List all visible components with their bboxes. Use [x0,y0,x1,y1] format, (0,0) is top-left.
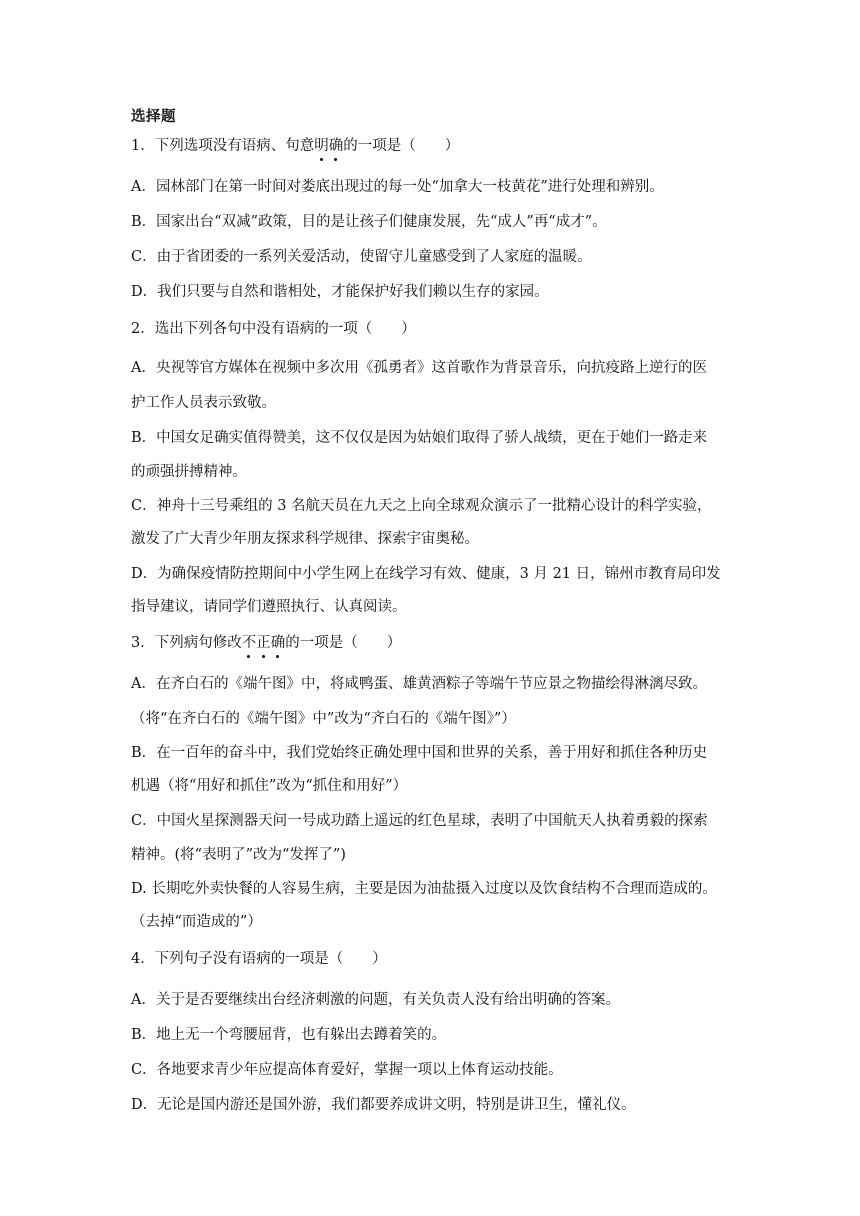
question-2-option-c-line1: C．神舟十三号乘组的 3 名航天员在九天之上向全球观众演示了一批精心设计的科学实验， [131,498,712,514]
question-3-option-c-line2: 精神。(将“表明了”改为“发挥了”) [131,847,346,863]
question-2-option-c-line2: 激发了广大青少年朋友探求科学规律、探索宇宙奥秘。 [131,531,479,547]
question-4-option-b: B．地上无一个弯腰屈背，也有躲出去蹲着笑的。 [131,1027,447,1043]
question-2-option-b-line2: 的顽强拼搏精神。 [131,464,247,480]
question-2-option-a-line2: 护工作人员表示致敬。 [131,395,276,411]
question-3-option-d-line2: （去掉“而造成的”） [131,914,262,930]
question-1-option-a: A．园林部门在第一时间对娄底出现过的每一处“加拿大一枝黄花”进行处理和辨别。 [131,179,664,195]
question-4-option-c: C．各地要求青少年应提高体育爱好，掌握一项以上体育运动技能。 [131,1062,563,1078]
question-3-option-c-line1: C．中国火星探测器天问一号成功踏上遥远的红色星球，表明了中国航天人执着勇毅的探索 [131,813,708,829]
question-3-option-d-line1: D. 长期吃外卖快餐的人容易生病，主要是因为油盐摄入过度以及饮食结构不合理而造成的。 [131,881,717,897]
emphasis-dot-char: 明 [314,138,329,154]
question-4-stem: 4．下列句子没有语病的一项是（ ） [131,951,387,967]
question-4-option-d: D．无论是国内游还是国外游，我们都要养成讲文明，特别是讲卫生，懂礼仪。 [131,1097,636,1113]
question-3-option-a-line2: （将“在齐白石的《端午图》中”改为“齐白石的《端午图》”） [131,711,516,727]
question-2-option-a-line1: A．央视等官方媒体在视频中多次用《孤勇者》这首歌作为背景音乐，向抗疫路上逆行的医 [131,360,707,376]
emphasis-dot-char: 确 [328,138,344,154]
question-2-option-b-line1: B．中国女足确实值得赞美，这不仅仅是因为姑娘们取得了骄人战绩，更在于她们一路走来 [131,430,708,446]
question-2-option-d-line1: D．为确保疫情防控期间中小学生网上在线学习有效、健康，3 月 21 日，锦州市教育局印发 [131,566,721,582]
question-2-option-d-line2: 指导建议，请同学们遵照执行、认真阅读。 [131,599,407,615]
question-1-option-b: B．国家出台“双减”政策，目的是让孩子们健康发展，先“成人”再“成才”。 [131,214,607,230]
question-1-option-d: D．我们只要与自然和谐相处，才能保护好我们赖以生存的家园。 [131,284,549,300]
emphasis-dot-char: 正 [256,635,271,651]
section-title: 选择题 [131,109,176,125]
question-4-option-a: A．关于是否要继续出台经济刺激的问题，有关负责人没有给出明确的答案。 [131,992,620,1008]
question-2-stem: 2．选出下列各句中没有语病的一项（ ） [131,321,416,337]
question-3-option-b-line2: 机遇（将“用好和抓住”改为“抓住和用好”） [131,778,408,794]
question-1-option-c: C．由于省团委的一系列关爱活动，使留守儿童感受到了人家庭的温暖。 [131,249,592,265]
question-3-option-a-line1: A．在齐白石的《端午图》中，将咸鸭蛋、雄黄酒粽子等端午节应景之物描绘得淋漓尽致。 [131,676,707,692]
emphasis-dot-char: 不 [241,635,257,651]
question-3-stem: 3．下列病句修改不正确的一项是（ ） [131,635,402,651]
question-3-option-b-line1: B．在一百年的奋斗中，我们党始终正确处理中国和世界的关系，善于用好和抓住各种历史 [131,745,708,761]
emphasis-dot-char: 确 [270,635,286,651]
question-1-stem: 1．下列选项没有语病、句意明确的一项是（ ） [131,138,460,154]
